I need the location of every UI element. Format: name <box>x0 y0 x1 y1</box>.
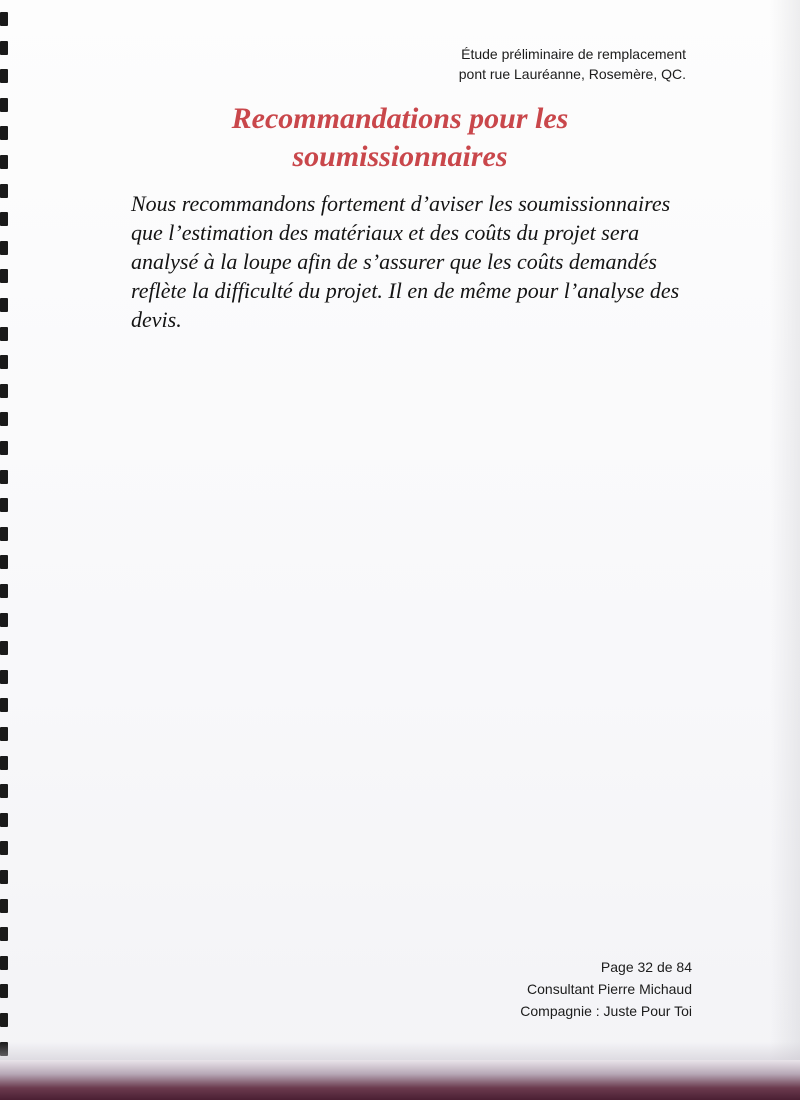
binding-hole <box>0 613 8 627</box>
binding-hole <box>0 984 8 998</box>
binding-hole <box>0 69 8 83</box>
binding-hole <box>0 212 8 226</box>
page-edge-shadow <box>770 0 800 1060</box>
header-line-1: Étude préliminaire de remplacement <box>461 46 686 62</box>
binding-hole <box>0 327 8 341</box>
binding-hole <box>0 527 8 541</box>
page-number: Page 32 de 84 <box>600 959 692 975</box>
binding-hole <box>0 670 8 684</box>
binding-hole <box>0 441 8 455</box>
spiral-binding <box>0 0 14 1100</box>
binding-hole <box>0 269 8 283</box>
binding-hole <box>0 12 8 26</box>
header-line-2: pont rue Lauréanne, Rosemère, QC. <box>458 66 686 82</box>
binding-hole <box>0 899 8 913</box>
binding-hole <box>0 841 8 855</box>
binding-hole <box>0 698 8 712</box>
binding-hole <box>0 584 8 598</box>
binding-hole <box>0 756 8 770</box>
binding-hole <box>0 813 8 827</box>
page-bottom-curl <box>0 1042 800 1060</box>
binding-hole <box>0 927 8 941</box>
binding-hole <box>0 155 8 169</box>
binding-hole <box>0 412 8 426</box>
binding-hole <box>0 41 8 55</box>
binding-hole <box>0 870 8 884</box>
binding-hole <box>0 384 8 398</box>
section-title-line-2: soumissionnaires <box>292 140 508 173</box>
binding-hole <box>0 355 8 369</box>
binding-hole <box>0 1013 8 1027</box>
binding-hole <box>0 126 8 140</box>
recommendation-paragraph: Nous recommandons fortement d’aviser les soumissionnaires que l’estimation des matériaux et des coûts du projet sera analysé à la loupe afin de s’assurer que les coûts demandés reflète la difficulté du projet. Il en de même pour l’analyse des devis. <box>131 191 680 332</box>
section-title <box>150 100 650 176</box>
company-name: Compagnie : Juste Pour Toi <box>520 1003 692 1019</box>
binding-hole <box>0 98 8 112</box>
binding-hole <box>0 241 8 255</box>
binding-hole <box>0 298 8 312</box>
binding-hole <box>0 470 8 484</box>
section-title-line-1: Recommandations pour les <box>231 102 569 135</box>
binding-hole <box>0 498 8 512</box>
binding-hole <box>0 641 8 655</box>
consultant-name: Consultant Pierre Michaud <box>527 981 692 997</box>
binding-hole <box>0 555 8 569</box>
recommendation-body <box>131 189 691 334</box>
binding-hole <box>0 956 8 970</box>
document-footer <box>520 956 692 1022</box>
document-header <box>459 44 686 84</box>
binding-hole <box>0 784 8 798</box>
binding-hole <box>0 184 8 198</box>
binding-hole <box>0 727 8 741</box>
binder-cover-edge <box>0 1060 800 1100</box>
